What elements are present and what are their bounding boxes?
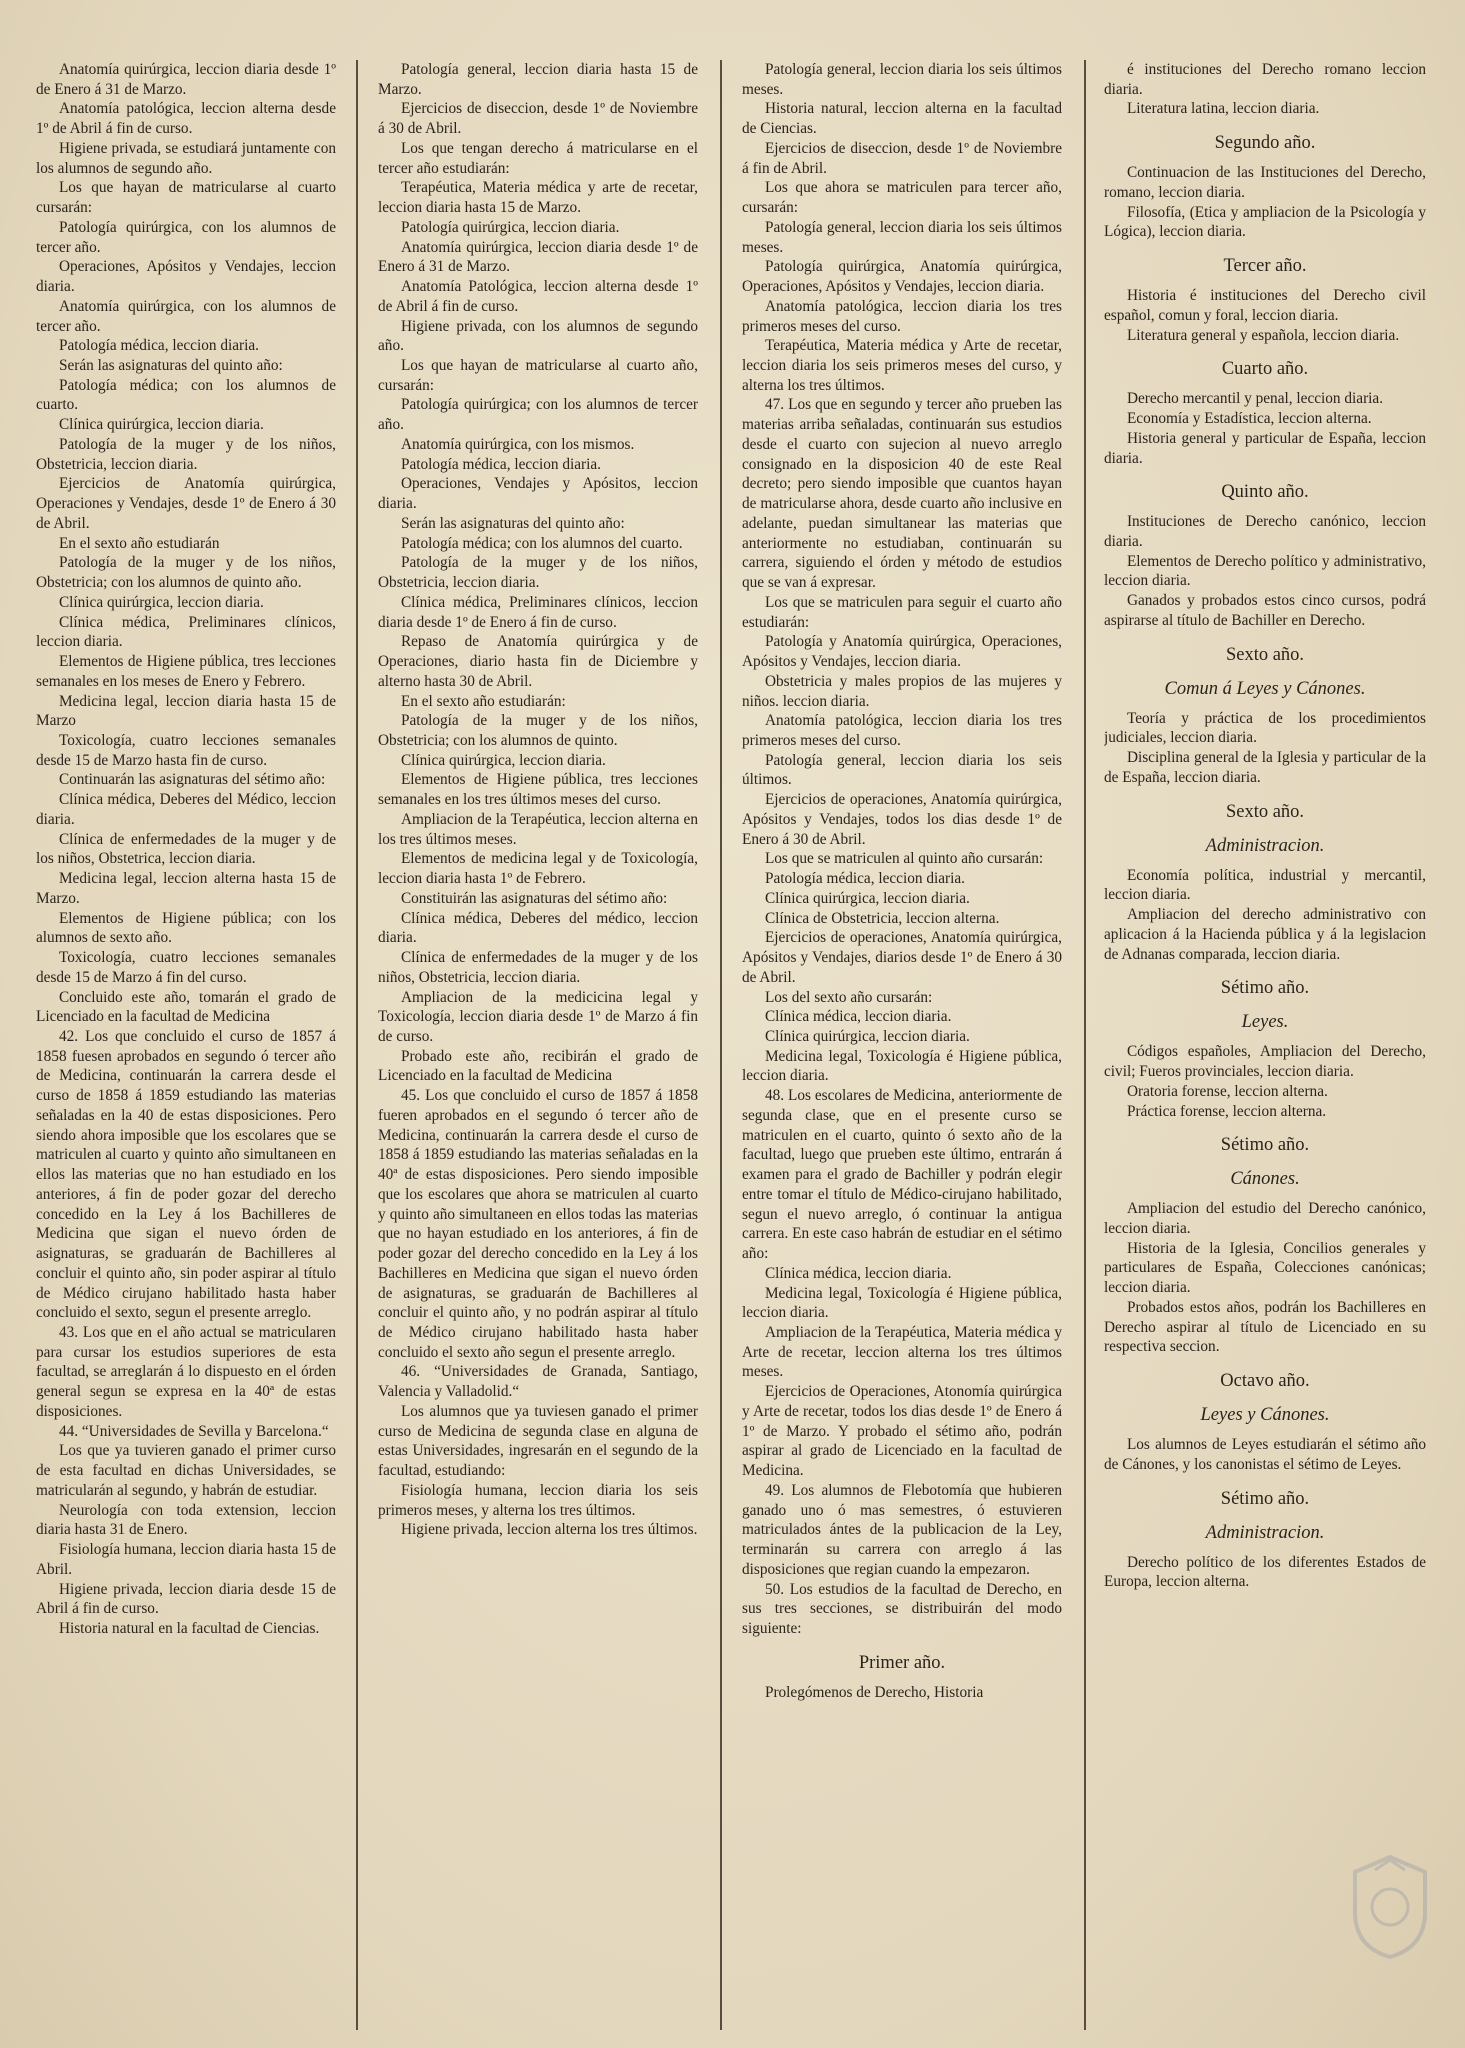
paragraph: Clínica médica, Preliminares clínicos, leccion diaria. xyxy=(36,613,336,651)
paragraph: Ejercicios de Anatomía quirúrgica, Operaciones y Vendajes, desde 1º de Enero á 30 de Abril. xyxy=(36,475,336,532)
paragraph: Economía y Estadística, leccion alterna. xyxy=(1126,410,1372,428)
section-heading: Tercer año. xyxy=(1223,256,1307,277)
paragraph: Ampliacion de la Terapéutica, Materia médica y Arte de recetar, leccion alterna los tres últimos meses. xyxy=(742,1324,1062,1381)
paragraph: Patología de la muger y de los niños, Obstetricia, leccion diaria. xyxy=(378,554,698,592)
paragraph: Ampliacion de la Terapéutica, leccion alterna en los tres últimos meses. xyxy=(378,810,698,848)
paragraph: Clínica de enfermedades de la muger y de los niños, Obstetricia, leccion diaria. xyxy=(378,949,698,986)
paragraph: Elementos de Derecho político y administrativo, leccion diaria. xyxy=(1104,552,1426,590)
paragraph: Patología de la muger y de los niños, Obstetricia, leccion diaria. xyxy=(36,435,336,473)
section-heading: Cánones. xyxy=(1230,1169,1300,1190)
paragraph: Prolegómenos de Derecho, Historia xyxy=(764,1683,984,1701)
paragraph: Ejercicios de operaciones, Anatomía quirúrgica, Apósitos y Vendajes, todos los dias desde 1º de Enero á 30 de Abril. xyxy=(742,791,1062,848)
paragraph: Clínica quirúrgica, leccion diaria. xyxy=(58,416,264,434)
paragraph: Operaciones, Apósitos y Vendajes, leccion diaria. xyxy=(36,258,336,296)
paragraph: Patología médica; con los alumnos del cuarto. xyxy=(400,534,683,552)
paragraph: Patología de la muger y de los niños, Obstetricia; con los alumnos de quinto año. xyxy=(36,554,336,592)
paragraph: Clínica médica, Deberes del médico, leccion diaria. xyxy=(378,909,698,947)
paragraph: Los alumnos que ya tuviesen ganado el primer curso de Medicina de segunda clase en alguna de estas Universidades, ingresarán en el segundo de la facultad, estudiando: xyxy=(378,1402,698,1480)
paragraph: Patología médica, leccion diaria. xyxy=(764,870,965,888)
paragraph: Elementos de Higiene pública, tres lecciones semanales en los meses de Enero y Febrero. xyxy=(36,653,336,690)
column-rule xyxy=(356,60,358,2030)
paragraph: Probados estos años, podrán los Bachilleres en Derecho aspirar al título de Licenciado en su respectiva seccion. xyxy=(1104,1298,1426,1356)
section-heading: Leyes y Cánones. xyxy=(1200,1405,1330,1426)
paragraph: Elementos de Higiene pública, tres lecciones semanales en los tres últimos meses del curso. xyxy=(378,771,698,809)
paragraph: Anatomía quirúrgica, con los alumnos de tercer año. xyxy=(36,297,336,335)
paragraph: Operaciones, Vendajes y Apósitos, leccion diaria. xyxy=(378,475,698,513)
paragraph: Patología médica, leccion diaria. xyxy=(400,455,601,473)
paragraph: Probado este año, recibirán el grado de Licenciado en la facultad de Medicina xyxy=(378,1047,698,1085)
paragraph: Ejercicios de operaciones, Anatomía quirúrgica, Apósitos y Vendajes, diarios desde 1º de Enero á 30 de Abril. xyxy=(742,929,1062,986)
section-heading: Administracion. xyxy=(1205,1522,1325,1543)
section-heading: Sétimo año. xyxy=(1220,1135,1310,1156)
paragraph: Patología médica; con los alumnos de cuarto. xyxy=(36,376,336,414)
paragraph: Filosofía, (Etica y ampliacion de la Psicología y Lógica), leccion diaria. xyxy=(1104,203,1426,241)
paragraph: Clínica quirúrgica, leccion diaria. xyxy=(58,593,264,611)
paragraph: Concluido este año, tomarán el grado de Licenciado en la facultad de Medicina xyxy=(36,988,336,1026)
paragraph: Patología quirúrgica, con los alumnos de tercer año. xyxy=(36,218,336,256)
paragraph: Los que ya tuvieren ganado el primer curso de esta facultad en dichas Universidades, se matricularán al segundo, y habrán de estudiar. xyxy=(36,1442,336,1499)
paragraph: Oratoria forense, leccion alterna. xyxy=(1126,1082,1328,1100)
paragraph: Neurología con toda extension, leccion diaria hasta 31 de Enero. xyxy=(36,1501,336,1539)
paragraph: Los que tengan derecho á matricularse en el tercer año estudiarán: xyxy=(378,139,698,177)
paragraph: Códigos españoles, Ampliacion del Derecho, civil; Fueros provinciales, leccion diaria. xyxy=(1104,1043,1426,1081)
paragraph: Teoría y práctica de los procedimientos judiciales, leccion diaria. xyxy=(1104,709,1426,747)
paragraph: Ejercicios de Operaciones, Atonomía quirúrgica y Arte de recetar, todos los dias desde 1º de Enero á 1º de Marzo. Y probado el sétimo año, podrán aspirar al grado de Licenciado en la facultad de Medicina. xyxy=(742,1383,1062,1480)
paragraph: Higiene privada, leccion alterna los tres últimos. xyxy=(400,1521,698,1539)
paragraph: Ganados y probados estos cinco cursos, podrá aspirarse al título de Bachiller en Derecho. xyxy=(1104,592,1426,629)
paragraph: Anatomía patológica, leccion diaria los tres primeros meses del curso. xyxy=(742,712,1062,749)
paragraph: Economía política, industrial y mercantil, leccion diaria. xyxy=(1104,866,1426,904)
paragraph: 48. Los escolares de Medicina, anteriormente de segunda clase, que en el presente curso se matriculen en el cuarto, quinto ó sexto año de la facultad, luego que prueben este último, entrarán á examen para el grado de Bachiller y podrán elegir entre tomar el título de Médico-cirujano habilitado, segun el nuevo arreglo, ó continuar la antigua carrera. En este caso habrán de estudiar en el sétimo año: xyxy=(742,1087,1062,1263)
paragraph: 45. Los que concluido el curso de 1857 á 1858 fueren aprobados en el segundo ó tercer año de Medicina, continuarán la carrera desde el curso de 1858 á 1859 estudiando las materias señaladas en la 40ª de estas disposiciones. Pero siendo imposible que los escolares que ahora se matriculen al cuarto y quinto año simultaneen en ellos todas las materias que no hayan estudiado en los anteriores, á fin de poder gozar del derecho concedido en la Ley á los Bachilleres en Medicina que sigan el nuevo órden de asignaturas, se graduarán de Bachilleres al concluir el quinto año, y no podrán aspirar al título de Médico cirujano habilitado hasta haber concluido el sexto año segun el presente arreglo. xyxy=(378,1087,698,1361)
paragraph: En el sexto año estudiarán xyxy=(58,534,220,552)
paragraph: Historia general y particular de España, leccion diaria. xyxy=(1104,429,1426,467)
paragraph: Historia natural, leccion alterna en la facultad de Ciencias. xyxy=(742,100,1062,138)
section-heading: Leyes. xyxy=(1241,1012,1289,1033)
paragraph: 44. “Universidades de Sevilla y Barcelona.“ xyxy=(58,1422,329,1440)
paragraph: Anatomía quirúrgica, leccion diaria desde 1º de Enero á 31 de Marzo. xyxy=(36,61,336,98)
paragraph: Los alumnos de Leyes estudiarán el sétimo año de Cánones, y los canonistas el sétimo de Leyes. xyxy=(1104,1436,1426,1473)
paragraph: Disciplina general de la Iglesia y particular de la de España, leccion diaria. xyxy=(1104,749,1426,786)
section-heading: Sexto año. xyxy=(1225,644,1305,665)
paragraph: Patología general, leccion diaria los seis últimos meses. xyxy=(742,61,1062,98)
paragraph: Literatura latina, leccion diaria. xyxy=(1126,100,1320,118)
paragraph: Toxicología, cuatro lecciones semanales desde 15 de Marzo hasta fin de curso. xyxy=(36,731,336,769)
section-heading: Cuarto año. xyxy=(1221,359,1309,380)
text-column-4 xyxy=(1104,60,1426,2028)
paragraph: Los que se matriculen para seguir el cuarto año estudiarán: xyxy=(742,593,1062,631)
paragraph: Los que se matriculen al quinto año cursarán: xyxy=(764,850,1044,868)
paragraph: Anatomía quirúrgica, con los mismos. xyxy=(400,435,635,453)
paragraph: Medicina legal, leccion diaria hasta 15 de Marzo xyxy=(36,692,336,730)
paragraph: Medicina legal, Toxicología é Higiene pública, leccion diaria. xyxy=(742,1047,1062,1085)
paragraph: Clínica quirúrgica, leccion diaria. xyxy=(764,1027,970,1045)
paragraph: Higiene privada, con los alumnos de segundo año. xyxy=(378,317,698,355)
paragraph: Clínica médica, leccion diaria. xyxy=(764,1264,952,1282)
column-rule xyxy=(720,60,722,2030)
paragraph: Práctica forense, leccion alterna. xyxy=(1126,1102,1327,1120)
paragraph: Instituciones de Derecho canónico, leccion diaria. xyxy=(1104,513,1426,551)
text-column-1 xyxy=(36,60,336,2028)
section-heading: Primer año. xyxy=(858,1652,946,1673)
paragraph: 50. Los estudios de la facultad de Derecho, en sus tres secciones, se distribuirán del modo siguiente: xyxy=(742,1580,1062,1638)
paragraph: Medicina legal, Toxicología é Higiene pública, leccion diaria. xyxy=(742,1284,1062,1322)
paragraph: Fisiología humana, leccion diaria los seis primeros meses, y alterna los tres últimos. xyxy=(378,1481,698,1519)
paragraph: Continuarán las asignaturas del sétimo año: xyxy=(58,771,326,789)
paragraph: 49. Los alumnos de Flebotomía que hubieren ganado uno ó mas semestres, ó estuvieren matriculados ántes de la publicacion de la Ley, terminarán su carrera con arreglo á las disposiciones que regian cuando la empezaron. xyxy=(742,1481,1062,1578)
paragraph: Clínica médica, Deberes del Médico, leccion diaria. xyxy=(36,791,336,828)
paragraph: Ampliacion del derecho administrativo con aplicacion á la Hacienda pública y á la legislacion de Adnanas comparada, leccion diaria. xyxy=(1104,906,1426,963)
paragraph: Terapéutica, Materia médica y Arte de recetar, leccion diaria los seis primeros meses del curso, y alterna los tres últimos. xyxy=(742,337,1062,394)
paragraph: Patología y Anatomía quirúrgica, Operaciones, Apósitos y Vendajes, leccion diaria. xyxy=(742,633,1062,671)
text-column-3 xyxy=(742,60,1062,2028)
paragraph: Anatomía quirúrgica, leccion diaria desde 1º de Enero á 31 de Marzo. xyxy=(378,238,698,276)
section-heading: Quinto año. xyxy=(1221,482,1309,503)
paragraph: Ejercicios de diseccion, desde 1º de Noviembre á 30 de Abril. xyxy=(378,100,698,138)
paragraph: Medicina legal, leccion alterna hasta 15 de Marzo. xyxy=(36,870,336,907)
paragraph: 47. Los que en segundo y tercer año prueben las materias arriba señaladas, continuarán sus estudios desde el cuarto con sujecion al nuevo arreglo consignado en la disposicion 40 de este Real decreto; pero siendo imposible que cuantos hayan de matricularse ahora, desde cuarto año inclusive en adelante, puedan simultanear las materias que anteriormente no estudiaban, continuarán su carrera, siguiendo el órden y método de estudios que se van á expresar. xyxy=(742,396,1062,592)
paragraph: Terapéutica, Materia médica y arte de recetar, leccion diaria hasta 15 de Marzo. xyxy=(378,179,698,217)
section-heading: Sétimo año. xyxy=(1220,1488,1310,1509)
section-heading: Sétimo año. xyxy=(1220,978,1310,999)
paragraph: Ampliacion de la medicicina legal y Toxicología, leccion diaria desde 1º de Marzo á fin de curso. xyxy=(378,988,698,1045)
paragraph: Literatura general y española, leccion diaria. xyxy=(1126,326,1400,344)
paragraph: Toxicología, cuatro lecciones semanales desde 15 de Marzo á fin del curso. xyxy=(36,949,336,986)
paragraph: Patología general, leccion diaria los seis últimos. xyxy=(742,751,1062,789)
section-heading: Sexto año. xyxy=(1225,801,1305,822)
paragraph: Elementos de medicina legal y de Toxicología, leccion diaria hasta 1º de Febrero. xyxy=(378,850,698,888)
paragraph: 42. Los que concluido el curso de 1857 á 1858 fuesen aprobados en segundo ó tercer año de Medicina, continuarán la carrera desde el curso de 1858 á 1859 estudiando las materias señaladas en la 40 de estas disposiciones. Pero siendo ahora imposible que los escolares que se matriculen al cuarto y quinto año simultaneen en ellos las materias que no han estudiado en los anteriores, á fin de poder gozar del derecho concedido en la Ley á los Bachilleres de Medicina que sigan el nuevo órden de asignaturas, se graduarán de Bachilleres al concluir el quinto año, sin poder aspirar al título de Médico cirujano habilitado hasta haber concluido el sexto, segun el presente arreglo. xyxy=(36,1027,336,1322)
paragraph: Clínica médica, leccion diaria. xyxy=(764,1008,952,1026)
paragraph: Los que hayan de matricularse al cuarto año, cursarán: xyxy=(378,357,698,394)
section-heading: Administracion. xyxy=(1205,835,1325,856)
paragraph: Continuacion de las Instituciones del Derecho, romano, leccion diaria. xyxy=(1104,164,1426,201)
paragraph: Patología general, leccion diaria hasta 15 de Marzo. xyxy=(378,61,698,98)
text-column-2 xyxy=(378,60,698,2028)
paragraph: Clínica de enfermedades de la muger y de los niños, Obstetrica, leccion diaria. xyxy=(36,830,336,868)
paragraph: Clínica médica, Preliminares clínicos, leccion diaria desde 1º de Enero á fin de curso. xyxy=(378,593,698,631)
paragraph: Obstetricia y males propios de las mujeres y niños. leccion diaria. xyxy=(742,672,1062,710)
paragraph: Serán las asignaturas del quinto año: xyxy=(400,514,625,532)
paragraph: Anatomía Patológica, leccion alterna desde 1º de Abril á fin de curso. xyxy=(378,278,698,315)
paragraph: Higiene privada, se estudiará juntamente con los alumnos de segundo año. xyxy=(36,139,336,177)
paragraph: Patología quirúrgica, Anatomía quirúrgica, Operaciones, Apósitos y Vendajes, leccion diaria. xyxy=(742,258,1062,296)
paragraph: é instituciones del Derecho romano leccion diaria. xyxy=(1104,61,1426,98)
paragraph: 46. “Universidades de Granada, Santiago, Valencia y Valladolid.“ xyxy=(378,1363,698,1401)
paragraph: Clínica de Obstetricia, leccion alterna. xyxy=(764,909,1000,927)
paragraph: Fisiología humana, leccion diaria hasta 15 de Abril. xyxy=(36,1541,336,1578)
paragraph: Anatomía patológica, leccion diaria los tres primeros meses del curso. xyxy=(742,297,1062,335)
section-heading: Comun á Leyes y Cánones. xyxy=(1164,678,1366,699)
section-heading: Segundo año. xyxy=(1214,133,1316,154)
paragraph: Anatomía patológica, leccion alterna desde 1º de Abril á fin de curso. xyxy=(36,100,336,138)
paragraph: Ejercicios de diseccion, desde 1º de Noviembre á fin de Abril. xyxy=(742,139,1062,177)
paragraph: Historia é instituciones del Derecho civil español, comun y foral, leccion diaria. xyxy=(1104,287,1426,324)
paragraph: En el sexto año estudiarán: xyxy=(400,692,566,710)
paragraph: Higiene privada, leccion diaria desde 15 de Abril á fin de curso. xyxy=(36,1580,336,1618)
paragraph: Ampliacion del estudio del Derecho canónico, leccion diaria. xyxy=(1104,1200,1426,1237)
paragraph: Derecho mercantil y penal, leccion diaria. xyxy=(1126,390,1384,408)
paragraph: Constituirán las asignaturas del sétimo año: xyxy=(400,889,668,907)
paragraph: Los que ahora se matriculen para tercer año, cursarán: xyxy=(742,179,1062,217)
paragraph: Derecho político de los diferentes Estados de Europa, leccion alterna. xyxy=(1104,1553,1426,1591)
paragraph: Serán las asignaturas del quinto año: xyxy=(58,357,283,375)
section-heading: Octavo año. xyxy=(1220,1371,1310,1392)
paragraph: Patología de la muger y de los niños, Obstetricia; con los alumnos de quinto. xyxy=(378,712,698,749)
paragraph: Clínica quirúrgica, leccion diaria. xyxy=(764,889,970,907)
paragraph: Patología general, leccion diaria los seis últimos meses. xyxy=(742,218,1062,256)
paragraph: Repaso de Anatomía quirúrgica y de Operaciones, diario hasta fin de Diciembre y alterno hasta 30 de Abril. xyxy=(378,633,698,690)
paragraph: Patología quirúrgica, leccion diaria. xyxy=(400,218,620,236)
paragraph: Los del sexto año cursarán: xyxy=(764,988,933,1006)
paragraph: Historia natural en la facultad de Ciencias. xyxy=(58,1620,320,1638)
paragraph: Patología médica, leccion diaria. xyxy=(58,337,259,355)
paragraph: Elementos de Higiene pública; con los alumnos de sexto año. xyxy=(36,909,336,947)
paragraph: Patología quirúrgica; con los alumnos de tercer año. xyxy=(378,396,698,434)
paragraph: 43. Los que en el año actual se matricularen para cursar los estudios superiores de esta facultad, se arreglarán á lo dispuesto en el órden general segun se expresa en la 40ª de estas disposiciones. xyxy=(36,1324,336,1420)
column-rule xyxy=(1084,60,1086,2030)
watermark-seal-icon xyxy=(1345,1852,1435,1962)
paragraph: Historia de la Iglesia, Concilios generales y particulares de España, Colecciones canónicas; leccion diaria. xyxy=(1104,1239,1426,1297)
paragraph: Los que hayan de matricularse al cuarto cursarán: xyxy=(36,179,336,217)
paragraph: Clínica quirúrgica, leccion diaria. xyxy=(400,751,606,769)
